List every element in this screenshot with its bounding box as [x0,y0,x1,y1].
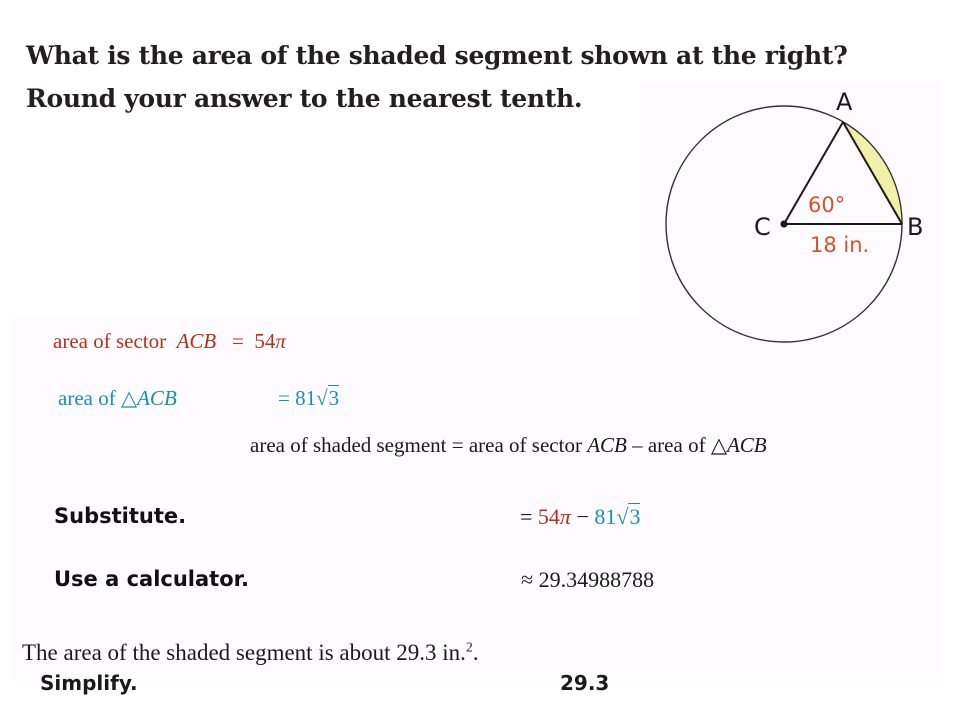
radicand: 3 [328,386,340,410]
formula-lhs: area of shaded segment [250,433,447,457]
question-line-2: Round your answer to the nearest tenth. [26,84,583,113]
pi-symbol: π [275,329,286,353]
sector-area-label: area of sector [53,329,167,353]
chord-ab [843,122,902,224]
triangle-area-line [58,386,177,411]
formula-triangle-label: area of [647,433,706,457]
calculator-label: Use a calculator. [54,567,249,591]
conclusion-sentence [22,640,479,666]
question-line-1: What is the area of the shaded segment shown at the right? [26,41,848,70]
formula-sector-label: area of sector [468,433,582,457]
substitute-radicand: 3 [629,504,641,529]
triangle-equals: = [278,386,290,410]
radius-label: 18 in. [810,233,870,257]
cutoff-left-label: Simplify. [40,671,138,695]
substitute-square-root [616,504,640,530]
conclusion-text: The area of the shaded segment is about 29.3 in. [22,640,466,665]
triangle-area-value [278,386,339,411]
substitute-term-2-coefficient: 81 [594,504,617,529]
radical-sign: √ [316,386,328,410]
sector-area-line [53,329,286,354]
formula-equals: = [451,433,464,457]
sector-value: 54 [254,329,276,353]
substitute-term-1: 54 [537,504,560,529]
formula-triangle-name: ACB [726,433,767,457]
formula-minus: – [632,433,643,457]
triangle-area-label: area of [58,386,116,410]
sector-equals: = [232,329,244,353]
substitute-expression [520,504,640,530]
substitute-minus: − [576,504,589,529]
triangle-name: ACB [137,386,177,410]
angle-label: 60° [808,193,846,217]
substitute-radical-sign: √ [616,504,629,529]
center-point [780,220,787,227]
label-a: A [836,88,853,116]
triangle-symbol: △ [120,386,138,410]
label-c: C [754,213,771,241]
formula-sector-name: ACB [587,433,627,457]
substitute-label: Substitute. [54,504,187,528]
segment-formula-line [250,433,767,458]
formula-triangle-symbol: △ [710,433,727,457]
substitute-equals: = [520,504,533,529]
square-root [316,386,339,411]
substitute-pi: π [559,504,571,529]
circle-figure [650,84,940,354]
approx-symbol: ≈ [521,567,534,592]
cutoff-right-value: 29.3 [560,671,610,695]
conclusion-superscript: 2 [465,639,473,655]
label-b: B [907,213,924,241]
triangle-coefficient: 81 [295,386,317,410]
sector-name: ACB [176,329,217,353]
calculator-value: 29.34988788 [538,567,655,592]
calculator-result [521,567,654,593]
conclusion-period: . [472,640,479,665]
